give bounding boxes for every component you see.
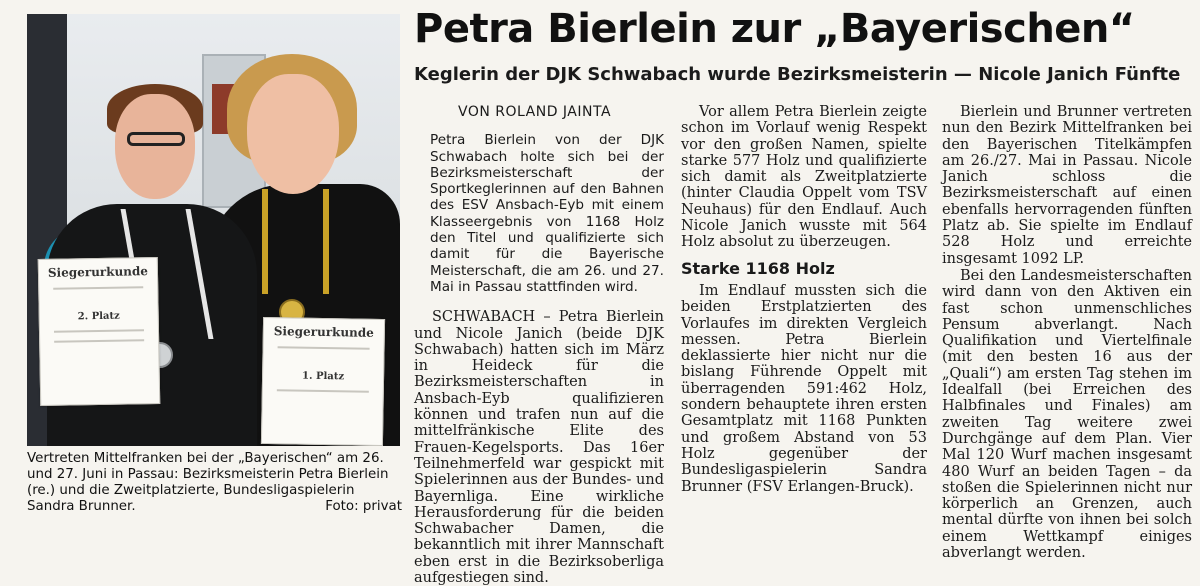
article-column-3 [942, 104, 1192, 561]
article-subheadline: Keglerin der DJK Schwabach wurde Bezirksmeisterin — Nicole Janich Fünfte [414, 64, 1181, 85]
body-paragraph: Vor allem Petra Bierlein zeigte schon im Vorlauf wenig Respekt vor den großen Namen, spielte starke 577 Holz und qualifizierte sich damit als Zweitplatzierte (hinter Claudia Oppelt vom TSV Neuhaus) für den Endlauf. Auch Nicole Janich wusste mit 564 Holz absolut zu überzeugen. [681, 104, 927, 251]
byline: VON ROLAND JAINTA [458, 104, 612, 120]
article-headline: Petra Bierlein zur „Bayerischen“ [414, 6, 1135, 52]
person-left-face [115, 94, 195, 199]
article-column-2 [681, 104, 927, 495]
person-right-face [247, 74, 339, 194]
certificate-first-place [261, 317, 385, 446]
certificate-second-place [38, 257, 161, 406]
body-paragraph: SCHWABACH – Petra Bierlein und Nicole Janich (beide DJK Schwabach) hatten sich im März in Heideck für die Bezirksmeisterschaften in Ansbach-Eyb qualifizieren können und trafen nun auf die mittelfränkische Elite des Frauen-Kegelsports. Das 16er Teilnehmerfeld war gespickt mit Spielerinnen aus der Bundes- und Bayernliga. Eine wirkliche Herausforderung für die beiden Schwabacher Damen, die bekanntlich mit ihrer Mannschaft eben erst in die Bezirksoberliga aufgestiegen sind. [414, 309, 664, 586]
article-photo [27, 14, 400, 446]
certificate-line [54, 339, 144, 343]
body-paragraph: Bei den Landesmeisterschaften wird dann von den Aktiven ein fast schon unmenschliches Pensum abverlangt. Nach Qualifikation und Viertelfinale (mit den besten 16 aus der „Quali“) am ersten Tag stehen im Idealfall (bei Erreichen des Halbfinales und Finales) am zweiten Tag weitere zwei Durchgänge auf dem Plan. Vier Mal 120 Wurf machen insgesamt 480 Wurf an beiden Tagen – da stoßen die Spielerinnen nicht nur körperlich an Grenzen, auch mental dürfte von ihnen bei solch einem Wettkampf einiges abverlangt werden. [942, 267, 1192, 562]
article-column-1 [414, 104, 664, 586]
lead-paragraph: Petra Bierlein von der DJK Schwabach holte sich bei der Bezirksmeisterschaft der Sportkeglerinnen auf den Bahnen des ESV Ansbach-Eyb mit einem Klasseergebnis von 1168 Holz den Titel und qualifizierte sich damit für die Bayerische Meisterschaft, die am 26. und 27. Mai in Passau stattfinden wird. [430, 132, 664, 295]
certificate-title: Siegerurkunde [47, 264, 149, 280]
certificate-line [53, 286, 143, 290]
photo-caption-text: Vertreten Mittelfranken bei der „Bayerischen“ am 26. und 27. Juni in Passau: Bezirksmeisterin Petra Bierlein (re.) und die Zweitplatzierte, Bundesligaspielerin Sandra Brunner. [27, 451, 389, 514]
certificate-place: 1. Platz [301, 370, 345, 383]
photo-caption [27, 451, 402, 515]
gold-medal-ribbon [262, 189, 329, 294]
body-paragraph: Bierlein und Brunner vertreten nun den Bezirk Mittelfranken bei den Bayerischen Titelkämpfen am 26./27. Mai in Passau. Nicole Janich schloss die Bezirksmeisterschaft auf einen ebenfalls hervorragenden fünften Platz ab. Sie spielte im Endlauf 528 Holz und erreichte insgesamt 1092 LP. [942, 104, 1192, 267]
body-paragraph: Im Endlauf mussten sich die beiden Erstplatzierten des Vorlaufes im direkten Vergleich messen. Petra Bierlein deklassierte hier nicht nur die bislang Führende Oppelt mit überragenden 591:462 Holz, sondern behauptete ihren ersten Gesamtplatz mit 1168 Punkten und großem Abstand von 53 Holz gegenüber der Bundesligaspielerin Sandra Brunner (FSV Erlangen-Bruck). [681, 282, 927, 495]
certificate-line [54, 329, 144, 333]
section-subhead: Starke 1168 Holz [681, 258, 835, 278]
glasses [127, 132, 185, 146]
certificate-title: Siegerurkunde [273, 324, 374, 340]
certificate-line [277, 389, 369, 393]
photo-credit: Foto: privat [325, 499, 402, 514]
certificate-place: 2. Platz [77, 310, 120, 323]
certificate-line [278, 346, 370, 350]
